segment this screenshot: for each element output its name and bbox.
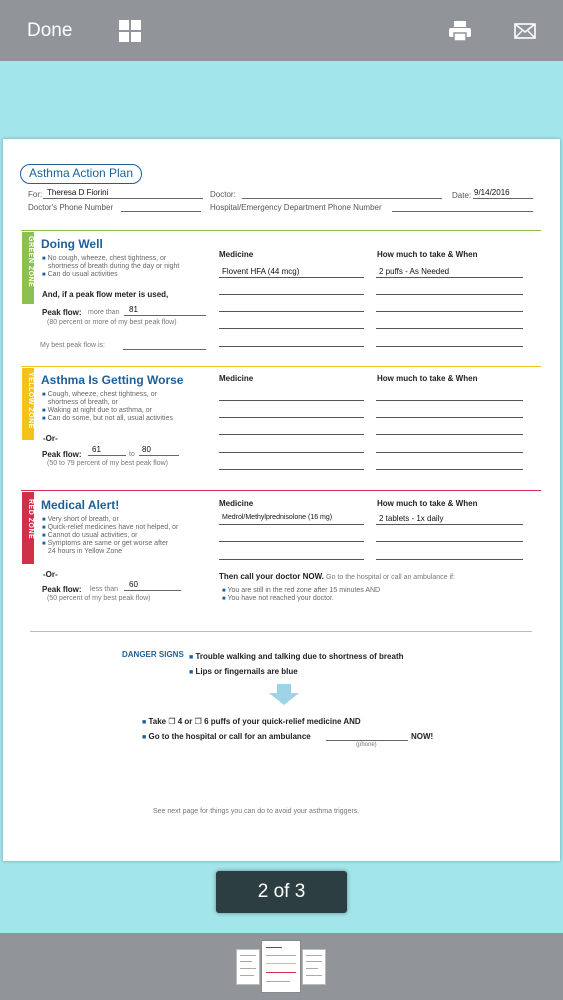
print-icon[interactable]: [448, 20, 472, 42]
red-zone-label: RED ZONE: [27, 499, 34, 540]
red-divider: [21, 490, 541, 491]
red-zone-title: Medical Alert!: [41, 498, 120, 512]
peak-meter-text: And, if a peak flow meter is used,: [42, 290, 169, 299]
go-hospital-instruction: ■ Go to the hospital or call for an ambulance: [142, 732, 311, 741]
date-label: Date:: [452, 191, 472, 200]
best-peak-label: My best peak flow is:: [40, 342, 105, 349]
red-call-bullets: ■ You are still in the red zone after 15 minutes AND ■ You have not reached your doctor.: [222, 587, 381, 602]
grid-icon[interactable]: [119, 20, 141, 42]
call-doctor-text: Then call your doctor NOW. Go to the hospital or call an ambulance if:: [219, 572, 455, 581]
yellow-from-value: 61: [92, 445, 101, 454]
patient-name: Theresa D Fiorini: [47, 188, 109, 197]
red-dose-header: How much to take & When: [377, 499, 478, 508]
green-dose-header: How much to take & When: [377, 250, 478, 259]
phone-label: (phone): [356, 742, 377, 748]
footer-note: See next page for things you can do to avoid your asthma triggers.: [153, 808, 360, 815]
yellow-zone-label: YELLOW ZONE: [27, 372, 34, 429]
green-medicine: Flovent HFA (44 mcg): [222, 267, 300, 276]
document-page[interactable]: Asthma Action Plan For: Theresa D Fiorini Doctor: Date: 9/14/2016 Doctor's Phone Number Hospital/Emergency Department Phone Number GREEN ZONE Doing Well ■ No cough, wheeze, chest tightness, or shortness of breath during the day or night ■ Can do usual activities And, if a peak flow meter is used, Peak flow: more than 81 (80 percent or more of my best peak flow) My best peak flow is: Medicine How much to take & When Flovent HFA (44 mcg) 2 puffs - As Needed YELLOW ZONE Asthma Is Getting Worse ■ Cough, wheeze, chest tightness, or shortness of breath, or ■ Waking at night due to asthma, or ■ Can do some, but not all, usual activities -Or- Peak flow: 61 to 80 (50 to 79 percent of my best peak flow) Medicine How much to take & When RED ZONE Medical Alert! ■ Very short of breath, or ■ Quick-relief medicines have not helped, or ■ Cannot do usual activities, or ■ Symptoms are same or get worse after 24 hours in Yellow Zone -Or- Peak flow: less than 60 (50 percent of my best peak flow) Medicine How much to take & When Medrol/Methylprednisolone (16 mg) 2 tablets - 1x daily Then call your doctor NOW. Go to the hospital or call an ambulance if: ■ You are still in the red zone after 15 minutes AND ■ You have not reached your doctor. DANGER SIGNS ■ Trouble walking and talking due to shortness of breath ■ Lips or fingernails are blue ■ Take ❐ 4 or ❐ 6 puffs of your quick-relief medicine AND ■ Go to the hospital or call for an ambulance NOW! (phone) See next page for things you can do to avoid your asthma triggers.: [3, 139, 560, 861]
yellow-to-value: 80: [142, 445, 151, 454]
green-medicine-header: Medicine: [219, 250, 254, 259]
thumbnail-strip: [0, 933, 563, 1000]
yellow-peak-flow-label: Peak flow:: [42, 450, 82, 459]
doctor-phone-label: Doctor's Phone Number: [28, 203, 114, 212]
yellow-divider: [21, 366, 541, 367]
red-medicine-header: Medicine: [219, 499, 254, 508]
danger-signs-list: ■ Trouble walking and talking due to shortness of breath ■ Lips or fingernails are blue: [189, 652, 404, 676]
green-divider: [21, 230, 541, 231]
down-arrow-icon: [268, 684, 300, 706]
page-indicator: 2 of 3: [216, 871, 347, 913]
top-toolbar: [0, 0, 563, 61]
yellow-zone-title: Asthma Is Getting Worse: [41, 373, 184, 387]
document-title: Asthma Action Plan: [20, 164, 142, 184]
hospital-phone-label: Hospital/Emergency Department Phone Number: [210, 203, 382, 212]
page-thumbnail-1[interactable]: [236, 949, 260, 985]
yellow-dose-header: How much to take & When: [377, 374, 478, 383]
page-thumbnail-3[interactable]: [302, 949, 326, 985]
for-label: For:: [28, 190, 43, 199]
danger-signs-label: DANGER SIGNS: [122, 650, 184, 659]
green-bullets: ■ No cough, wheeze, chest tightness, or shortness of breath during the day or night ■ Can do usual activities: [42, 255, 180, 278]
mail-icon[interactable]: [514, 23, 536, 39]
red-medicine: Medrol/Methylprednisolone (16 mg): [222, 514, 333, 521]
doctor-label: Doctor:: [210, 190, 236, 199]
yellow-bullets: ■ Cough, wheeze, chest tightness, or shortness of breath, or ■ Waking at night due to asthma, or ■ Can do some, but not all, usual activities: [42, 391, 173, 422]
yellow-medicine-header: Medicine: [219, 374, 254, 383]
red-peak-flow-label: Peak flow:: [42, 585, 82, 594]
take-puffs-instruction: ■ Take ❐ 4 or ❐ 6 puffs of your quick-relief medicine AND: [142, 717, 361, 726]
green-dose: 2 puffs - As Needed: [379, 267, 450, 276]
done-button[interactable]: Done: [27, 20, 73, 41]
red-dose: 2 tablets - 1x daily: [379, 514, 444, 523]
green-peak-flow-label: Peak flow:: [42, 308, 82, 317]
date-value: 9/14/2016: [474, 188, 510, 197]
red-peak-value: 60: [129, 580, 138, 589]
now-label: NOW!: [411, 732, 434, 741]
green-zone-label: GREEN ZONE: [27, 236, 34, 288]
danger-divider: [30, 631, 532, 632]
red-bullets: ■ Very short of breath, or ■ Quick-relief medicines have not helped, or ■ Cannot do usual activities, or ■ Symptoms are same or get worse after 24 hours in Yellow Zone: [42, 516, 179, 555]
green-peak-value: 81: [129, 305, 138, 314]
page-thumbnail-2[interactable]: [261, 940, 301, 993]
green-zone-title: Doing Well: [41, 237, 103, 251]
